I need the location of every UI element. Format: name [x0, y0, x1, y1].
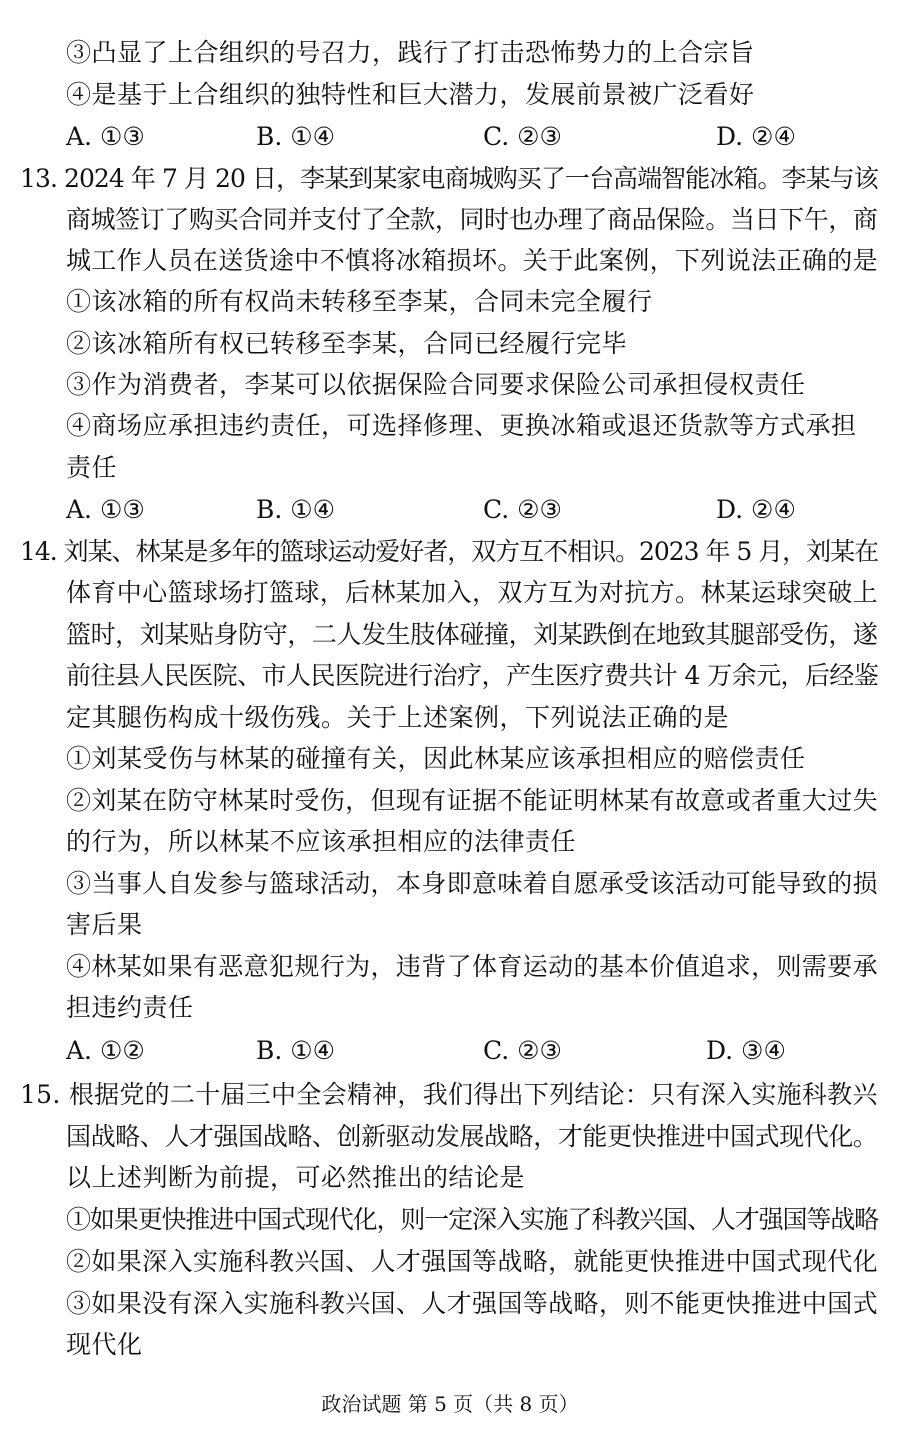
q13-statement-4: ④商场应承担违约责任，可选择修理、更换冰箱或退还货款等方式承担 — [66, 411, 857, 440]
q15-statement-1: ①如果更快推进中国式现代化，则一定深入实施了科教兴国、人才强国等战略 — [66, 1205, 879, 1234]
q14-option-d: D. ③④ — [706, 1036, 786, 1065]
q13-stem-line-1: 13. 2024 年 7 月 20 日，李某到某家电商城购买了一台高端智能冰箱。李某与该 — [20, 164, 878, 193]
q14-option-c: C. ②③ — [483, 1036, 562, 1065]
q12-option-c: C. ②③ — [483, 122, 562, 151]
q13-option-b: B. ①④ — [256, 495, 336, 524]
q13-statement-1: ①该冰箱的所有权尚未转移至李某，合同未完全履行 — [66, 287, 653, 316]
q14-stem-line-4: 前往县人民医院、市人民医院进行治疗，产生医疗费共计 4 万余元，后经鉴 — [66, 661, 879, 690]
q12-option-a: A. ①③ — [66, 122, 145, 151]
q12-statement-4: ④是基于上合组织的独特性和巨大潜力，发展前景被广泛看好 — [66, 80, 755, 109]
q15-statement-3-cont: 现代化 — [66, 1330, 143, 1359]
q14-statement-1: ①刘某受伤与林某的碰撞有关，因此林某应该承担相应的赔偿责任 — [66, 744, 806, 773]
q13-statement-2: ②该冰箱所有权已转移至李某，合同已经履行完毕 — [66, 329, 628, 358]
q14-stem-line-1: 14. 刘某、林某是多年的篮球运动爱好者，双方互不相识。2023 年 5 月，刘某在 — [20, 537, 879, 566]
q14-statement-3-cont: 害后果 — [66, 910, 143, 939]
q15-statement-3: ③如果没有深入实施科教兴国、人才强国等战略，则不能更快推进中国式 — [66, 1289, 879, 1318]
q14-statement-2-cont: 的行为，所以林某不应该承担相应的法律责任 — [66, 827, 577, 856]
q15-stem-line-1: 15. 根据党的二十届三中全会精神，我们得出下列结论：只有深入实施科教兴 — [20, 1080, 878, 1109]
q14-stem-line-3: 篮时，刘某贴身防守，二人发生肢体碰撞，刘某跌倒在地致其腿部受伤，遂 — [66, 620, 878, 649]
q14-stem-line-5: 定其腿伤构成十级伤残。关于上述案例，下列说法正确的是 — [66, 703, 730, 732]
q13-stem-line-3: 城工作人员在送货途中不慎将冰箱损坏。关于此案例，下列说法正确的是 — [66, 246, 879, 275]
q12-statement-3: ③凸显了上合组织的号召力，践行了打击恐怖势力的上合宗旨 — [66, 38, 755, 67]
q15-stem-line-2: 国战略、人才强国战略、创新驱动发展战略，才能更快推进中国式现代化。 — [66, 1122, 878, 1151]
q14-option-a: A. ①② — [66, 1036, 145, 1065]
q13-statement-3: ③作为消费者，李某可以依据保险合同要求保险公司承担侵权责任 — [66, 370, 806, 399]
q14-statement-4-cont: 担违约责任 — [66, 993, 194, 1022]
q14-statement-2: ②刘某在防守林某时受伤，但现有证据不能证明林某有故意或者重大过失 — [66, 786, 879, 815]
q14-statement-3: ③当事人自发参与篮球活动，本身即意味着自愿承受该活动可能导致的损 — [66, 869, 879, 898]
page-footer: 政治试题 第 5 页（共 8 页） — [321, 1392, 579, 1416]
q15-stem-line-3: 以上述判断为前提，可必然推出的结论是 — [66, 1163, 526, 1192]
q14-stem-line-2: 体育中心篮球场打篮球，后林某加入，双方互为对抗方。林某运球突破上 — [66, 578, 879, 607]
q13-option-d: D. ②④ — [716, 495, 796, 524]
q12-option-b: B. ①④ — [256, 122, 336, 151]
q13-stem-line-2: 商城签订了购买合同并支付了全款，同时也办理了商品保险。当日下午，商 — [66, 205, 878, 234]
q15-statement-2: ②如果深入实施科教兴国、人才强国等战略，就能更快推进中国式现代化 — [66, 1247, 879, 1276]
q13-statement-4-cont: 责任 — [66, 453, 118, 482]
q14-statement-4: ④林某如果有恶意犯规行为，违背了体育运动的基本价值追求，则需要承 — [66, 952, 879, 981]
q13-option-a: A. ①③ — [66, 495, 145, 524]
q14-option-b: B. ①④ — [256, 1036, 336, 1065]
q12-option-d: D. ②④ — [716, 122, 796, 151]
q13-option-c: C. ②③ — [483, 495, 562, 524]
